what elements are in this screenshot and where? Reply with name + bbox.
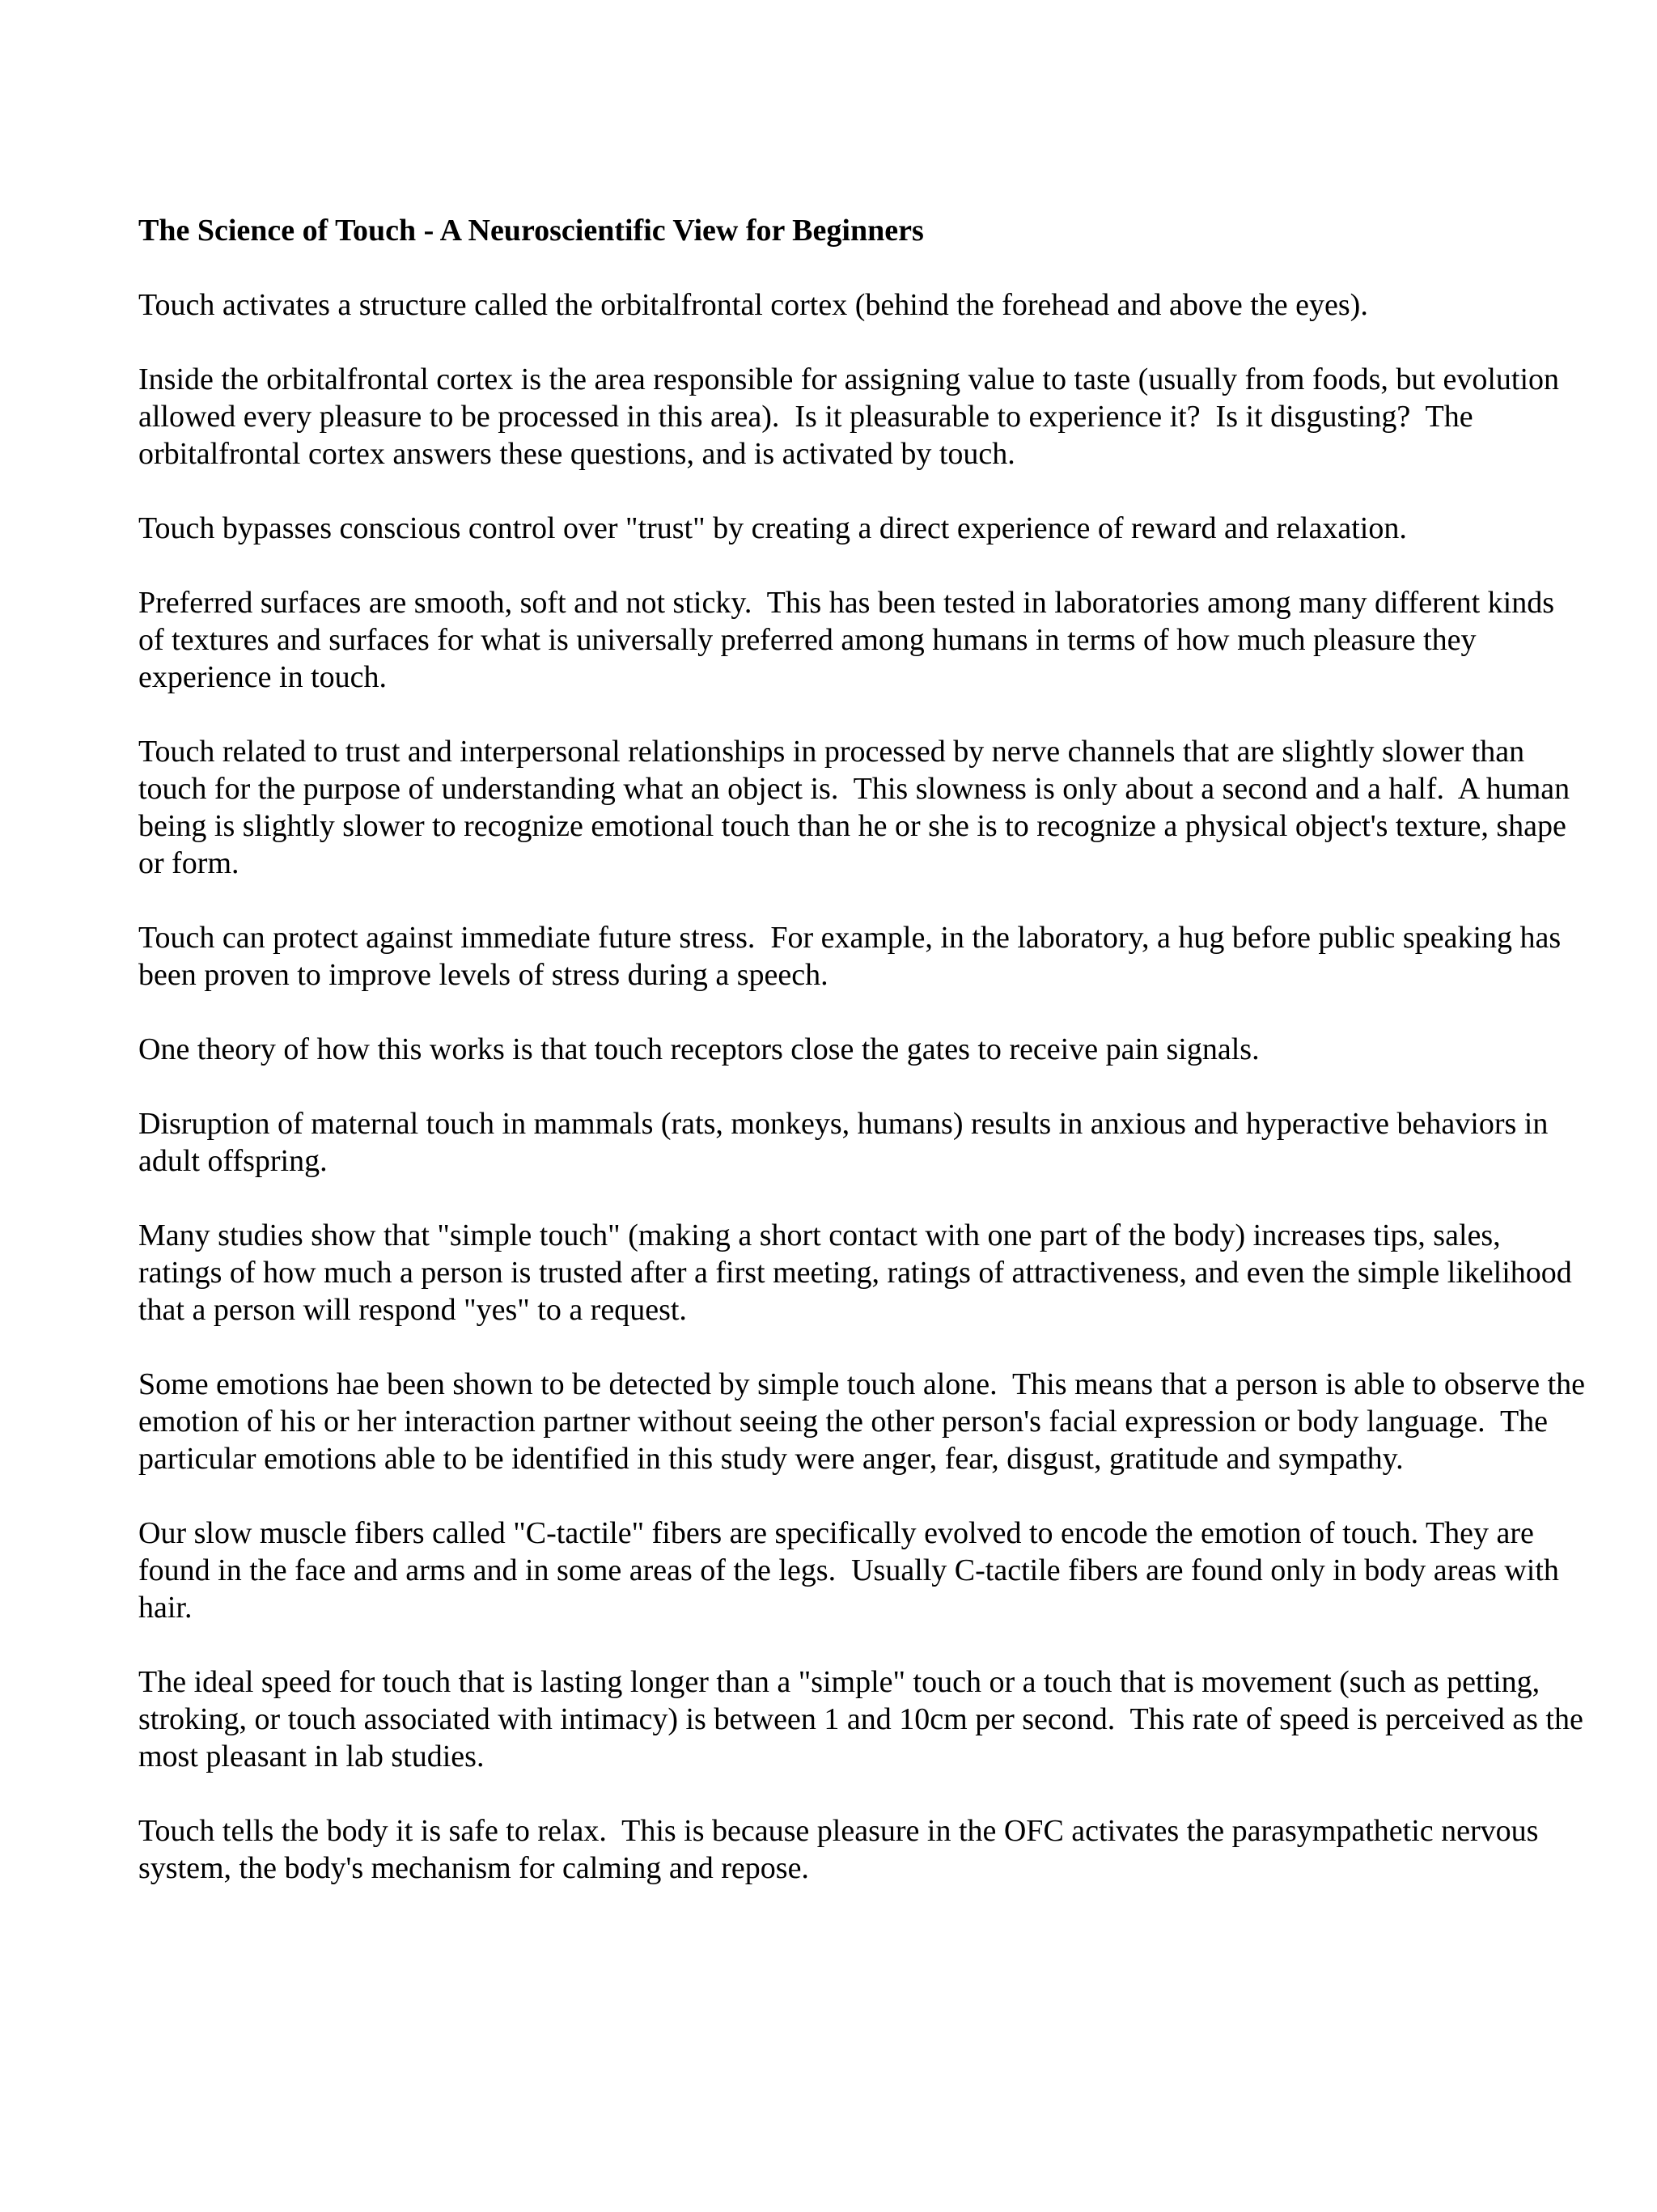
document-title: The Science of Touch - A Neuroscientific View for Beginners <box>138 214 924 248</box>
paragraph-trust: Touch bypasses conscious control over "trust" by creating a direct experience of reward and relaxation. <box>138 511 1407 545</box>
paragraph-stress-protection: Touch can protect against immediate future stress. For example, in the laboratory, a hug before public speaking has been proven to improve levels of stress during a speech. <box>138 921 1569 992</box>
paragraph-c-tactile-fibers: Our slow muscle fibers called "C-tactile" fibers are specifically evolved to encode the emotion of touch. They are found in the face and arms and in some areas of the legs. Usually C-tactile fibers are found only in body areas with hair. <box>138 1516 1567 1625</box>
paragraph-nerve-channels: Touch related to trust and interpersonal relationships in processed by nerve channels that are slightly slower than touch for the purpose of understanding what an object is. This slowness is only about a second and a half. A human being is slightly slower to recognize emotional touch than he or she is to recognize a physical object's texture, shape or form. <box>138 735 1578 880</box>
document-body <box>138 212 1593 1887</box>
paragraph-emotion-detection: Some emotions hae been shown to be detected by simple touch alone. This means that a person is able to observe the emotion of his or her interaction partner without seeing the other person's facial expression or body language. The particular emotions able to be identified in this study were anger, fear, disgust, gratitude and sympathy. <box>138 1367 1593 1476</box>
paragraph-orbitalfrontal-cortex: Touch activates a structure called the orbitalfrontal cortex (behind the forehead and above the eyes). <box>138 288 1368 322</box>
paragraph-maternal-touch: Disruption of maternal touch in mammals (rats, monkeys, humans) results in anxious and hyperactive behaviors in adult offspring. <box>138 1107 1556 1178</box>
paragraph-preferred-surfaces: Preferred surfaces are smooth, soft and not sticky. This has been tested in laboratories among many different kinds of textures and surfaces for what is universally preferred among humans in terms of how much pleasure they experience in touch. <box>138 586 1562 694</box>
paragraph-ideal-speed: The ideal speed for touch that is lasting longer than a "simple" touch or a touch that is movement (such as petting, stroking, or touch associated with intimacy) is between 1 and 10cm per second. This rate of speed is perceived as the most pleasant in lab studies. <box>138 1665 1591 1773</box>
paragraph-relaxation: Touch tells the body it is safe to relax. This is because pleasure in the OFC activates the parasympathetic nervous system, the body's mechanism for calming and repose. <box>138 1814 1546 1885</box>
paragraph-pain-gates: One theory of how this works is that touch receptors close the gates to receive pain signals. <box>138 1032 1260 1066</box>
paragraph-value-assignment: Inside the orbitalfrontal cortex is the area responsible for assigning value to taste (usually from foods, but evolution allowed every pleasure to be processed in this area). Is it pleasurable to experience it? Is it disgusting? The orbitalfrontal cortex answers these questions, and is activated by touch. <box>138 362 1567 471</box>
paragraph-simple-touch: Many studies show that "simple touch" (making a short contact with one part of the body) increases tips, sales, ratings of how much a person is trusted after a first meeting, ratings of attractiveness, and even the simple likelihood that a person will respond "yes" to a request. <box>138 1218 1580 1327</box>
